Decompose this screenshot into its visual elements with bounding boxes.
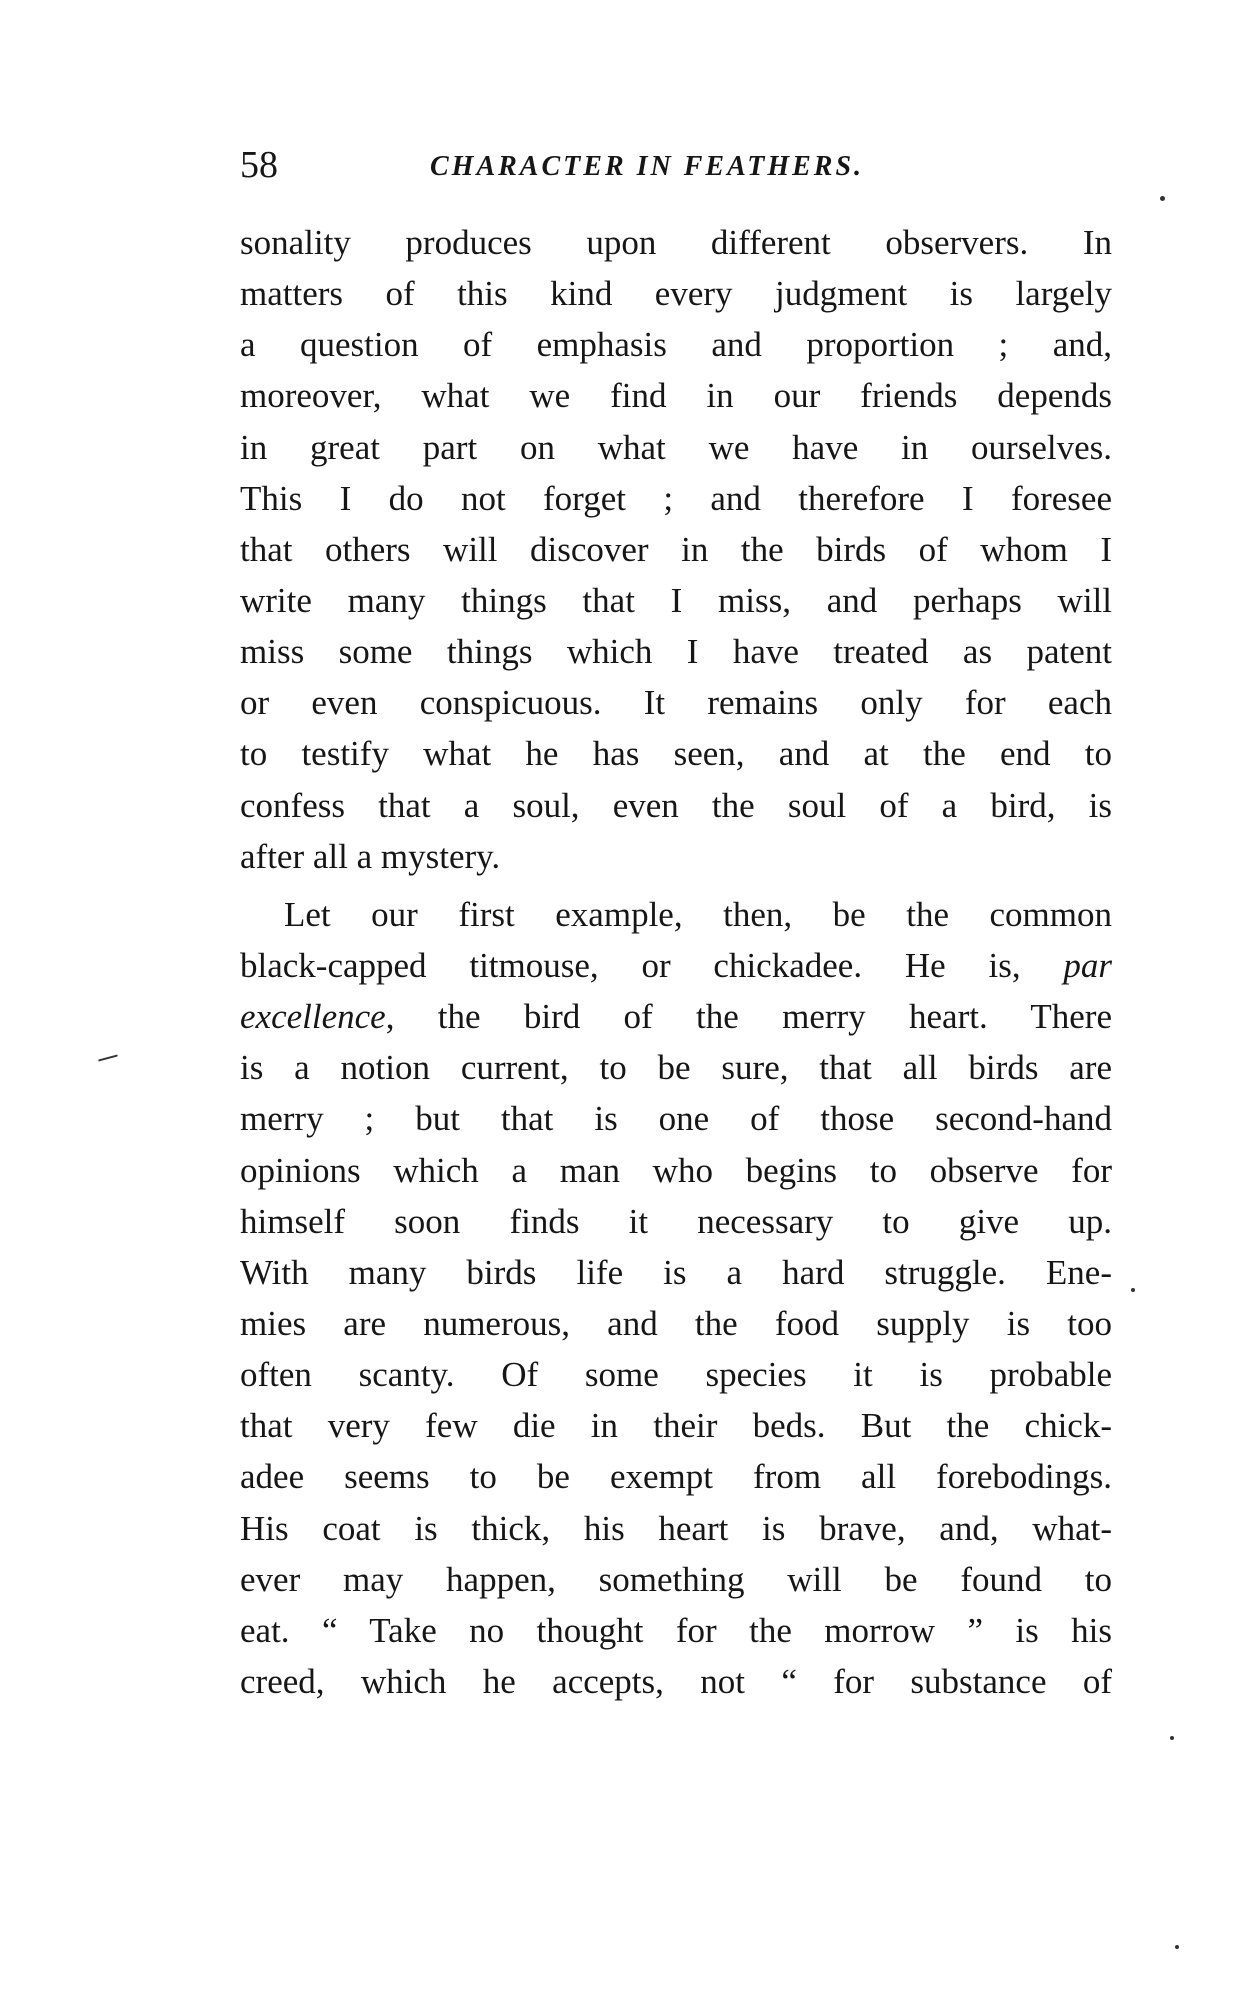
text-run: black-capped titmouse, or chickadee. He is, — [240, 945, 1021, 985]
text-line: often scanty. Of some species it is probable — [240, 1355, 1112, 1395]
text-line: is a notion current, to be sure, that all birds are — [240, 1048, 1112, 1088]
scan-speck — [98, 1054, 118, 1061]
text-line: This I do not forget ; and therefore I foresee — [240, 478, 1112, 518]
text-run: , the bird of the merry heart. There — [385, 997, 1112, 1037]
text-line: a question of emphasis and proportion ; and, — [240, 325, 1112, 365]
text-line: merry ; but that is one of those second-hand — [240, 1099, 1112, 1139]
text-line: His coat is thick, his heart is brave, and, what- — [240, 1508, 1112, 1548]
text-line: ever may happen, something will be found to — [240, 1559, 1112, 1599]
text-line: in great part on what we have in ourselves. — [240, 427, 1112, 467]
italic-run: excellence — [240, 997, 386, 1037]
text-line: matters of this kind every judgment is largely — [240, 274, 1112, 314]
text-line: With many birds life is a hard struggle. Ene- — [240, 1252, 1112, 1292]
text-line: or even conspicuous. It remains only for each — [240, 683, 1112, 723]
text-line — [240, 991, 1112, 1042]
scan-speck — [1175, 1945, 1179, 1949]
text-line: to testify what he has seen, and at the end to — [240, 734, 1112, 774]
body-text — [240, 217, 1112, 1707]
page-header — [240, 140, 1112, 190]
text-line: after all a mystery. — [240, 836, 501, 876]
text-line: write many things that I miss, and perhaps will — [240, 580, 1112, 620]
text-line: adee seems to be exempt from all forebodings. — [240, 1457, 1112, 1497]
italic-run: par — [1063, 945, 1113, 985]
running-head: CHARACTER IN FEATHERS. — [430, 151, 865, 182]
paragraph-1 — [240, 217, 1112, 882]
scan-speck — [1131, 1288, 1135, 1292]
text-line: himself soon finds it necessary to give up. — [240, 1201, 1112, 1241]
text-line: eat. “ Take no thought for the morrow ” is his — [240, 1610, 1112, 1650]
text-line — [240, 940, 1112, 991]
text-line: sonality produces upon different observers. In — [240, 223, 1112, 262]
text-line: creed, which he accepts, not “ for substance of — [240, 1661, 1112, 1701]
text-line: that others will discover in the birds of whom I — [240, 529, 1112, 569]
scan-speck — [1170, 1736, 1174, 1740]
text-line: mies are numerous, and the food supply is too — [240, 1303, 1112, 1343]
text-line: confess that a soul, even the soul of a bird, is — [240, 785, 1112, 825]
text-line: opinions which a man who begins to observe for — [240, 1150, 1112, 1190]
text-line: moreover, what we find in our friends depends — [240, 376, 1112, 416]
page-number: 58 — [240, 144, 278, 186]
text-line: that very few die in their beds. But the chick- — [240, 1406, 1112, 1446]
scan-speck — [1160, 196, 1165, 201]
text-line: Let our first example, then, be the common — [284, 894, 1112, 934]
paragraph-2 — [240, 889, 1112, 1707]
text-line: miss some things which I have treated as patent — [240, 632, 1112, 672]
